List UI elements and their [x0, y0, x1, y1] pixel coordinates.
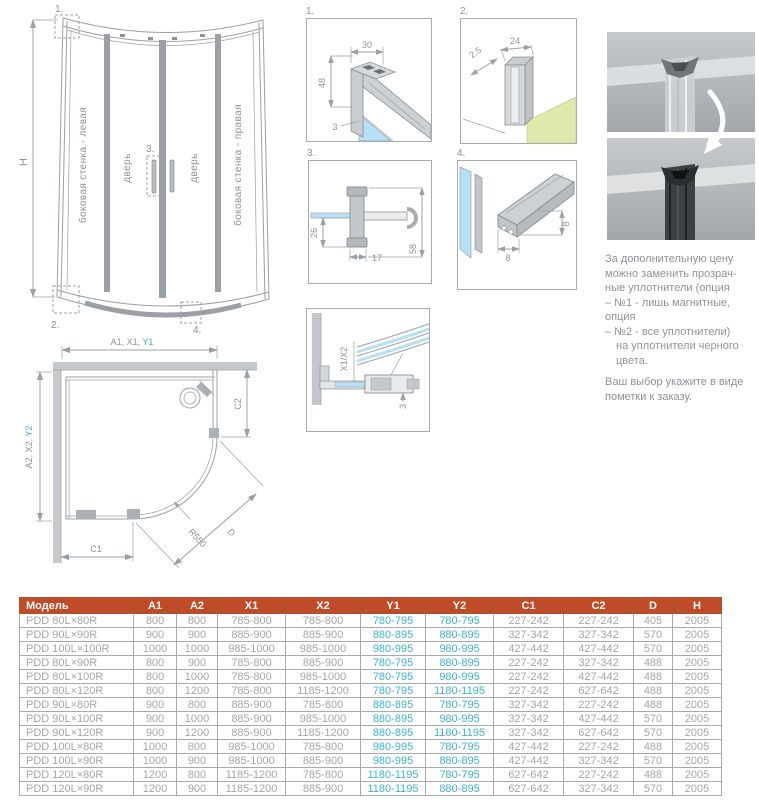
plan-top-dimension: A1, X1, Y1 — [110, 337, 154, 347]
value-cell: 900 — [134, 726, 177, 740]
value-cell: 800 — [177, 698, 218, 712]
value-cell: 980-995 — [361, 642, 426, 656]
value-cell: 570 — [634, 782, 673, 796]
value-cell: 980-995 — [361, 740, 426, 754]
value-cell: 985-1000 — [286, 670, 361, 684]
value-cell: 227-242 — [494, 656, 564, 670]
value-cell: 427-442 — [564, 670, 634, 684]
column-header: C2 — [564, 598, 634, 614]
value-cell: 1180-1195 — [426, 726, 494, 740]
note-line: можно заменить прозрач- — [605, 267, 737, 280]
value-cell: 2005 — [673, 768, 722, 782]
column-header: H — [673, 598, 722, 614]
detail-5-dim-glass: 3 — [398, 403, 408, 409]
value-cell: 1000 — [134, 642, 177, 656]
dimensions-table — [19, 597, 722, 796]
value-cell: 1185-1200 — [286, 684, 361, 698]
value-cell: 1185-1200 — [218, 768, 286, 782]
value-cell: 327-342 — [564, 754, 634, 768]
note-line: опция — [605, 311, 636, 323]
value-cell: 980-995 — [426, 642, 494, 656]
value-cell: 785-800 — [218, 684, 286, 698]
detail-1-number: 1. — [306, 6, 315, 17]
value-cell: 570 — [634, 628, 673, 642]
value-cell: 427-442 — [494, 642, 564, 656]
drain-circle — [180, 388, 200, 408]
detail-box-5 — [306, 308, 430, 432]
table-header-row — [20, 598, 722, 614]
value-cell: 885-900 — [286, 628, 361, 642]
value-cell: 227-242 — [494, 614, 564, 628]
value-cell: 227-242 — [564, 698, 634, 712]
d-dimension-label: D — [225, 526, 238, 539]
note-line: на уплотнители черного — [616, 340, 739, 352]
value-cell: 800 — [177, 614, 218, 628]
value-cell: 1200 — [177, 684, 218, 698]
model-cell: PDD 90L×80R — [20, 698, 134, 712]
table-row — [20, 782, 722, 796]
plan-view-drawing — [0, 333, 300, 595]
door-stop — [209, 428, 219, 438]
c1-dimension-label: C1 — [90, 544, 102, 554]
value-cell: 1000 — [177, 712, 218, 726]
value-cell: 785-800 — [286, 740, 361, 754]
seal-note — [605, 252, 757, 404]
value-cell: 427-442 — [564, 712, 634, 726]
value-cell: 1180-1195 — [426, 684, 494, 698]
value-cell: 900 — [134, 628, 177, 642]
value-cell: 880-895 — [361, 628, 426, 642]
model-cell: PDD 120L×90R — [20, 782, 134, 796]
column-header: Y1 — [361, 598, 426, 614]
detail-1-dim-glass: 3 — [332, 122, 338, 132]
value-cell: 2005 — [673, 628, 722, 642]
note-line: – №1 - лишь магнитные, — [605, 296, 731, 309]
detail-2-dim-top: 24 — [509, 36, 521, 46]
table-row — [20, 768, 722, 782]
value-cell: 405 — [634, 614, 673, 628]
value-cell: 627-642 — [564, 726, 634, 740]
value-cell: 885-900 — [218, 628, 286, 642]
model-cell: PDD 100L×100R — [20, 642, 134, 656]
value-cell: 780-795 — [361, 684, 426, 698]
note-line: цвета. — [616, 354, 648, 367]
callout-1: 1. — [55, 4, 64, 15]
value-cell: 627-642 — [494, 768, 564, 782]
door-handle-right — [170, 160, 174, 192]
table-row — [20, 614, 722, 628]
model-cell: PDD 90L×100R — [20, 712, 134, 726]
model-cell: PDD 100L×80R — [20, 740, 134, 754]
value-cell: 327-342 — [564, 628, 634, 642]
replace-arrow-icon — [696, 86, 744, 164]
value-cell: 880-895 — [426, 754, 494, 768]
value-cell: 985-1000 — [218, 754, 286, 768]
value-cell: 2005 — [673, 614, 722, 628]
front-view-drawing — [0, 0, 300, 335]
model-cell: PDD 80L×120R — [20, 684, 134, 698]
value-cell: 980-995 — [361, 754, 426, 768]
value-cell: 488 — [634, 740, 673, 754]
note-line: – №2 - все уплотнители) — [605, 325, 731, 338]
value-cell: 227-242 — [564, 614, 634, 628]
note-line: За дополнительную цену — [605, 253, 734, 265]
model-cell: PDD 100L×90R — [20, 754, 134, 768]
value-cell: 880-895 — [361, 712, 426, 726]
value-cell: 780-795 — [426, 698, 494, 712]
left-wall-label: боковая стенка - левая — [78, 106, 89, 224]
detail-1-dim-left: 48 — [317, 77, 327, 89]
value-cell: 2005 — [673, 656, 722, 670]
value-cell: 2005 — [673, 782, 722, 796]
value-cell: 800 — [134, 684, 177, 698]
value-cell: 885-900 — [286, 754, 361, 768]
value-cell: 785-800 — [218, 670, 286, 684]
value-cell: 627-642 — [494, 782, 564, 796]
value-cell: 327-342 — [494, 698, 564, 712]
value-cell: 570 — [634, 642, 673, 656]
value-cell: 1000 — [134, 754, 177, 768]
detail-box-3 — [308, 160, 432, 284]
value-cell: 327-342 — [494, 712, 564, 726]
model-cell: PDD 80L×100R — [20, 670, 134, 684]
table-row — [20, 684, 722, 698]
radius-dimension-label: R550 — [186, 526, 209, 550]
value-cell: 780-795 — [361, 670, 426, 684]
value-cell: 1000 — [177, 642, 218, 656]
value-cell: 880-895 — [361, 726, 426, 740]
detail-3-dim-right: 58 — [408, 243, 418, 255]
table-row — [20, 726, 722, 740]
value-cell: 2005 — [673, 698, 722, 712]
c2-dimension-label: C2 — [233, 398, 243, 410]
h-dimension-label: H — [18, 158, 30, 166]
value-cell: 2005 — [673, 754, 722, 768]
value-cell: 227-242 — [564, 740, 634, 754]
value-cell: 488 — [634, 670, 673, 684]
table-row — [20, 670, 722, 684]
value-cell: 985-1000 — [218, 642, 286, 656]
value-cell: 785-800 — [218, 614, 286, 628]
table-row — [20, 712, 722, 726]
value-cell: 2005 — [673, 684, 722, 698]
column-header: A1 — [134, 598, 177, 614]
detail-2-number: 2. — [460, 6, 469, 17]
door-right-label: дверь — [189, 153, 200, 183]
value-cell: 570 — [634, 726, 673, 740]
table-row — [20, 754, 722, 768]
value-cell: 488 — [634, 698, 673, 712]
value-cell: 985-1000 — [286, 642, 361, 656]
detail-box-1 — [306, 18, 432, 142]
value-cell: 1000 — [177, 670, 218, 684]
model-cell: PDD 90L×90R — [20, 628, 134, 642]
value-cell: 985-1000 — [286, 712, 361, 726]
detail-3-number: 3. — [307, 148, 316, 159]
callout-4: 4. — [193, 325, 202, 335]
value-cell: 488 — [634, 656, 673, 670]
value-cell: 885-900 — [286, 656, 361, 670]
value-cell: 900 — [134, 698, 177, 712]
value-cell: 880-895 — [426, 656, 494, 670]
value-cell: 1180-1195 — [361, 768, 426, 782]
detail-4-number: 4. — [457, 148, 466, 159]
detail-3-dim-left: 26 — [309, 227, 319, 239]
value-cell: 1000 — [134, 740, 177, 754]
value-cell: 980-995 — [426, 712, 494, 726]
value-cell: 427-442 — [494, 754, 564, 768]
column-header: Модель — [20, 598, 134, 614]
value-cell: 885-900 — [218, 698, 286, 712]
door-handle-left — [152, 160, 156, 193]
column-header: X2 — [286, 598, 361, 614]
table-row — [20, 642, 722, 656]
table-body — [20, 614, 722, 796]
value-cell: 885-900 — [286, 782, 361, 796]
plan-left-dimension: A2, X2, Y2 — [24, 425, 34, 469]
value-cell: 1185-1200 — [286, 726, 361, 740]
detail-4-dim-side: 8 — [561, 221, 571, 227]
value-cell: 800 — [177, 768, 218, 782]
value-cell: 785-800 — [286, 698, 361, 712]
table-row — [20, 740, 722, 754]
value-cell: 985-1000 — [218, 740, 286, 754]
door-stop — [127, 509, 140, 519]
value-cell: 785-800 — [286, 768, 361, 782]
roller-tab — [200, 34, 205, 37]
callout-3: 3. — [146, 144, 155, 155]
value-cell: 885-900 — [218, 712, 286, 726]
value-cell: 327-342 — [564, 656, 634, 670]
value-cell: 227-242 — [494, 684, 564, 698]
column-header: Y2 — [426, 598, 494, 614]
door-left-label: дверь — [122, 153, 133, 183]
detail-5-axis-label: X1/X2 — [339, 346, 349, 372]
value-cell: 570 — [634, 712, 673, 726]
value-cell: 800 — [177, 740, 218, 754]
value-cell: 800 — [134, 614, 177, 628]
value-cell: 327-342 — [564, 782, 634, 796]
callout-2: 2. — [51, 320, 60, 331]
detail-1-dim-top: 30 — [361, 40, 373, 50]
value-cell: 327-342 — [494, 726, 564, 740]
right-wall-label: боковая стенка - правая — [233, 104, 244, 226]
detail-3-dim-bottom: 17 — [372, 253, 383, 263]
value-cell: 785-800 — [218, 656, 286, 670]
model-cell: PDD 80L×80R — [20, 614, 134, 628]
value-cell: 780-795 — [361, 656, 426, 670]
value-cell: 427-442 — [494, 740, 564, 754]
value-cell: 427-442 — [564, 642, 634, 656]
table-row — [20, 628, 722, 642]
value-cell: 2005 — [673, 740, 722, 754]
detail-box-2 — [460, 18, 577, 144]
value-cell: 2005 — [673, 670, 722, 684]
note-line: ные уплотнители (опция — [605, 282, 730, 294]
value-cell: 1180-1195 — [361, 782, 426, 796]
value-cell: 2005 — [673, 642, 722, 656]
value-cell: 900 — [177, 656, 218, 670]
value-cell: 880-895 — [426, 628, 494, 642]
value-cell: 327-342 — [494, 628, 564, 642]
model-cell: PDD 120L×80R — [20, 768, 134, 782]
column-header: D — [634, 598, 673, 614]
detail-2-dim-depth: 2.5 — [467, 44, 484, 61]
model-cell: PDD 90L×120R — [20, 726, 134, 740]
roller-tab — [148, 37, 153, 40]
value-cell: 980-995 — [426, 670, 494, 684]
value-cell: 800 — [134, 670, 177, 684]
value-cell: 900 — [134, 712, 177, 726]
value-cell: 627-642 — [564, 684, 634, 698]
value-cell: 780-795 — [426, 768, 494, 782]
value-cell: 785-800 — [286, 614, 361, 628]
column-header: A2 — [177, 598, 218, 614]
value-cell: 885-900 — [218, 726, 286, 740]
value-cell: 900 — [177, 754, 218, 768]
table-row — [20, 656, 722, 670]
value-cell: 1200 — [134, 768, 177, 782]
value-cell: 1200 — [134, 782, 177, 796]
note-footer-line: пометки к заказу. — [605, 390, 692, 403]
value-cell: 780-795 — [426, 614, 494, 628]
value-cell: 780-795 — [426, 740, 494, 754]
value-cell: 488 — [634, 684, 673, 698]
note-footer-line: Ваш выбор укажите в виде — [605, 376, 744, 388]
value-cell: 227-242 — [564, 768, 634, 782]
value-cell: 570 — [634, 754, 673, 768]
roller-tab — [120, 34, 125, 37]
model-cell: PDD 80L×90R — [20, 656, 134, 670]
value-cell: 1185-1200 — [218, 782, 286, 796]
column-header: C1 — [494, 598, 564, 614]
table-row — [20, 698, 722, 712]
value-cell: 900 — [177, 782, 218, 796]
detail-box-4 — [457, 160, 577, 290]
value-cell: 2005 — [673, 712, 722, 726]
value-cell: 800 — [134, 656, 177, 670]
value-cell: 880-895 — [361, 698, 426, 712]
column-header: X1 — [218, 598, 286, 614]
value-cell: 780-795 — [361, 614, 426, 628]
corner-bracket — [196, 382, 212, 397]
detail-4-dim-bottom: 8 — [505, 253, 511, 263]
value-cell: 2005 — [673, 726, 722, 740]
value-cell: 488 — [634, 768, 673, 782]
value-cell: 227-242 — [494, 670, 564, 684]
roller-tab — [172, 37, 177, 40]
door-stop — [76, 510, 96, 519]
value-cell: 880-895 — [426, 782, 494, 796]
value-cell: 1200 — [177, 726, 218, 740]
value-cell: 900 — [177, 628, 218, 642]
